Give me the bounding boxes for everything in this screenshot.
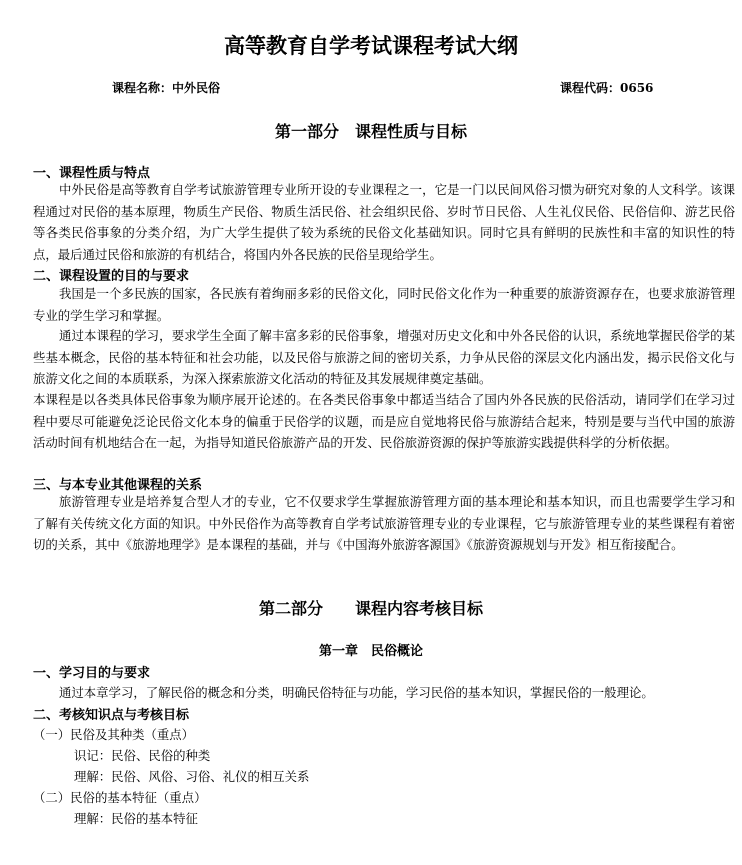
section-paragraph: 旅游管理专业是培养复合型人才的专业，它不仅要求学生掌握旅游管理方面的基本理论和基本知识，而且也需要学生学习和了解有关传统文化方面的知识。中外民俗作为高等教育自学考试旅游管理专业的专业课程，它与旅游管理专业的某些课程有着密切的关系，其中《旅游地理学》是本课程的基础，并与《中国海外旅游客源国》《旅游资源规划与开发》相互衔接配合。 (33, 494, 735, 552)
section-paragraph: 通过本课程的学习，要求学生全面了解丰富多彩的民俗事象，增强对历史文化和中外各民俗的认识，系统地掌握民俗学的某些基本概念，民俗的基本特征和社会功能，以及民俗与旅游之间的密切关系，力争从民俗的深层文化内涵出发，揭示民俗文化与旅游文化之间的本质联系，为深入探索旅游文化活动的特征及其发展规律奠定基础。 (33, 328, 735, 386)
recall-item: 识记：民俗、民俗的种类 (74, 748, 211, 763)
knowledge-item: （一）民俗及其种类（重点） (33, 727, 195, 742)
chapter-heading: 第一章 民俗概论 (318, 644, 423, 659)
section-heading: 二、课程设置的目的与要求 (33, 269, 190, 284)
section-paragraph: 我国是一个多民族的国家，各民族有着绚丽多彩的民俗文化，同时民俗文化作为一种重要的旅游资源存在，也要求旅游管理专业的学生学习和掌握。 (33, 286, 735, 323)
part-two-heading: 第二部分 课程内容考核目标 (258, 599, 483, 618)
course-code: 课程代码：0656 (560, 81, 654, 95)
section-heading: 三、与本专业其他课程的关系 (33, 478, 203, 493)
document-title: 高等教育自学考试课程考试大纲 (224, 33, 518, 58)
part-one-heading: 第一部分 课程性质与目标 (274, 122, 467, 141)
section-heading: 一、课程性质与特点 (33, 166, 151, 181)
section-heading: 二、考核知识点与考核目标 (33, 708, 190, 723)
section-paragraph: 中外民俗是高等教育自学考试旅游管理专业所开设的专业课程之一，它是一门以民间风俗习惯为研究对象的人文科学。该课程通过对民俗的基本原理，物质生产民俗、物质生活民俗、社会组织民俗、岁时节日民俗、人生礼仪民俗、民俗信仰、游艺民俗等各类民俗事象的分类介绍，为广大学生提供了较为系统的民俗文化基础知识。同时它具有鲜明的民族性和丰富的知识性的特点，最后通过民俗和旅游的有机结合，将国内外各民族的民俗呈现给学生。 (33, 182, 735, 262)
section-text: 通过本章学习，了解民俗的概念和分类，明确民俗特征与功能，学习民俗的基本知识，掌握民俗的一般理论。 (59, 685, 654, 700)
section-paragraph: 本课程是以各类具体民俗事象为顺序展开论述的。在各类民俗事象中都适当结合了国内外各民族的民俗活动，请同学们在学习过程中要尽可能避免泛论民俗文化本身的偏重于民俗学的议题，而是应自觉地将民俗与旅游结合起来，特别是要与当代中国的旅游活动时间有机地结合在一起，为指导知道民俗旅游产品的开发、民俗旅游资源的保护等旅游实践提供科学的分析依据。 (33, 392, 735, 450)
understand-item: 理解：民俗、风俗、习俗、礼仪的相互关系 (74, 769, 310, 784)
section-heading: 一、学习目的与要求 (33, 666, 151, 681)
course-name: 课程名称：中外民俗 (112, 81, 221, 95)
understand-item: 理解：民俗的基本特征 (74, 811, 198, 826)
knowledge-item: （二）民俗的基本特征（重点） (33, 790, 207, 805)
